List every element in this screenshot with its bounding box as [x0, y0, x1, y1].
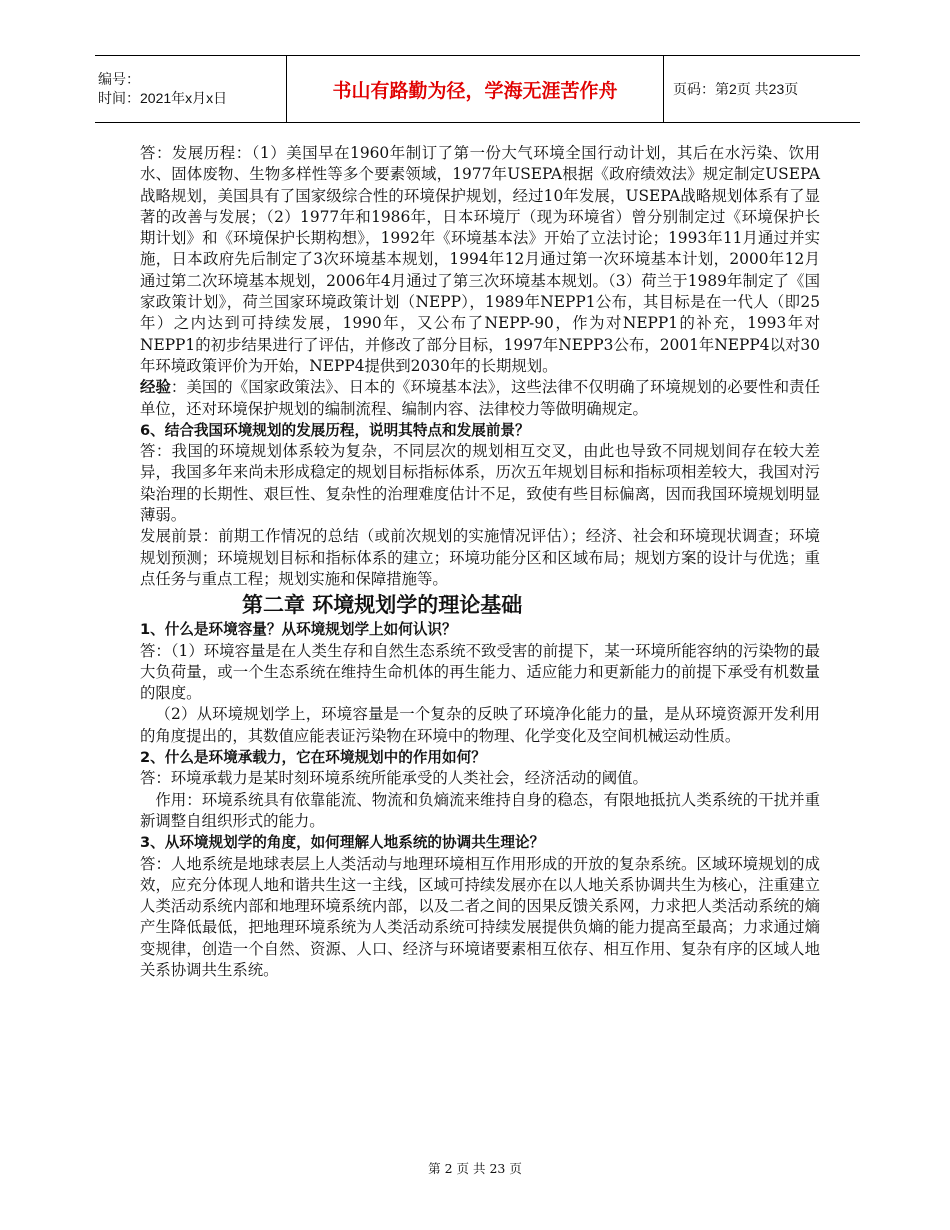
answer-2-role: 作用：环境系统具有依靠能流、物流和负熵流来维持自身的稳态，有限地抵抗人类系统的干扰并重新调整自组织形式的能力。: [140, 790, 820, 830]
answer-3-paragraph: 答：人地系统是地球表层上人类活动与地理环境相互作用形成的开放的复杂系统。区域环境规划的成效，应充分体现人地和谐共生这一主线，区域可持续发展亦在以人地关系协调共生为核心，注重建立人类活动系统内部和地理环境系统内部，以及二者之间的因果反馈关系网，力求把人类活动系统的熵产生降低最低，把地理环境系统为人类活动系统可持续发展提供负熵的能力提高至最高；力求通过熵变规律，创造一个自然、资源、人口、经济与环境诸要素相互依存、相互作用、复杂有序的区域人地关系协调共生系统。: [140, 854, 820, 979]
motto-text: 书山有路勤为径，学海无涯苦作舟: [332, 79, 618, 102]
answer-6-paragraph: 答：我国的环境规划体系较为复杂，不同层次的规划相互交叉，由此也导致不同规划间存在较大差异，我国多年来尚未形成稳定的规划目标指标体系，历次五年规划目标和指标项相差较大，我国对污染治理的长期性、艰巨性、复杂性的治理难度估计不足，致使有些目标偏离，因而我国环境规划明显薄弱。: [140, 442, 820, 525]
chapter-heading: 第二章 环境规划学的理论基础: [242, 593, 523, 618]
experience-lead: 经验: [140, 378, 171, 397]
prospect-paragraph: 发展前景：前期工作情况的总结（或前次规划的实施情况评估）；经济、社会和环境现状调查；环境规划预测；环境规划目标和指标体系的建立；环境功能分区和区域布局；规划方案的设计与优选；重点任务与重点工程；规划实施和保障措施等。: [140, 527, 820, 588]
answer-1-paragraph: 答：（1）环境容量是在人类生存和自然生态系统不致受害的前提下，某一环境所能容纳的污染物的最大负荷量，或一个生态系统在维持生命机体的再生能力、适应能力和更新能力的前提下承受有机数量的限度。: [140, 641, 820, 703]
header-page-info: [664, 56, 798, 122]
header-motto: [286, 56, 664, 122]
page-label: 页码：第2页 共23页: [673, 81, 799, 97]
question-6: 6、结合我国环境规划的发展历程，说明其特点和发展前景？: [140, 421, 530, 439]
question-3: 3、从环境规划学的角度，如何理解人地系统的协调共生理论？: [140, 834, 545, 852]
question-1: 1、什么是环境容量？从环境规划学上如何认识？: [140, 621, 457, 639]
question-2: 2、什么是环境承载力，它在环境规划中的作用如何？: [140, 749, 486, 767]
document-body: [140, 143, 820, 981]
answer-1-part-2: （2）从环境规划学上，环境容量是一个复杂的反映了环境净化能力的量，是从环境资源开发利用的角度提出的，其数值应能表证污染物在环境中的物理、化学变化及空间机械运动性质。: [140, 705, 820, 745]
experience-text: ：美国的《国家政策法》、日本的《环境基本法》，这些法律不仅明确了环境规划的必要性和责任单位，还对环境保护规划的编制流程、编制内容、法律校力等做明确规定。: [140, 378, 820, 418]
answer-paragraph: 答：发展历程：（1）美国早在1960年制订了第一份大气环境全国行动计划，其后在水污染、饮用水、固体废物、生物多样性等多个要素领域，1977年USEPA根据《政府绩效法》规定制定USEPA战略规划，美国具有了国家级综合性的环境保护规划，经过10年发展，USEPA战略规划体系有了显著的改善与发展；（2）1977年和1986年，日本环境厅（现为环境省）曾分别制定过《环境保护长期计划》和《环境保护长期构想》，1992年《环境基本法》开始了立法讨论；1993年11月通过并实施，日本政府先后制定了3次环境基本规划，1994年12月通过第一次环境基本计划，2000年12月通过第二次环境基本规划，2006年4月通过了第三次环境基本规划。（3）荷兰于1989年制定了《国家政策计划》，荷兰国家环境政策计划（NEPP），1989年NEPP1公布，其目标是在一代人（即25年）之内达到可持续发展，1990年，又公布了NEPP-90，作为对NEPP1的补充，1993年对NEPP1的初步结果进行了评估，并修改了部分目标，1997年NEPP3公布，2001年NEPP4以对30年环境政策评价为开始，NEPP4提供到2030年的长期规划。: [140, 144, 820, 375]
page-footer: [0, 1159, 950, 1177]
answer-2-paragraph: 答：环境承载力是某时刻环境系统所能承受的人类社会，经济活动的阈值。: [140, 769, 648, 788]
number-label: 编号：: [98, 71, 140, 87]
time-label: 时间：2021年x月x日: [98, 90, 228, 106]
footer-page-number: 第 2 页 共 23 页: [428, 1161, 522, 1176]
experience-paragraph: [140, 377, 820, 420]
header-meta: [95, 56, 286, 122]
page-header: [95, 55, 860, 123]
